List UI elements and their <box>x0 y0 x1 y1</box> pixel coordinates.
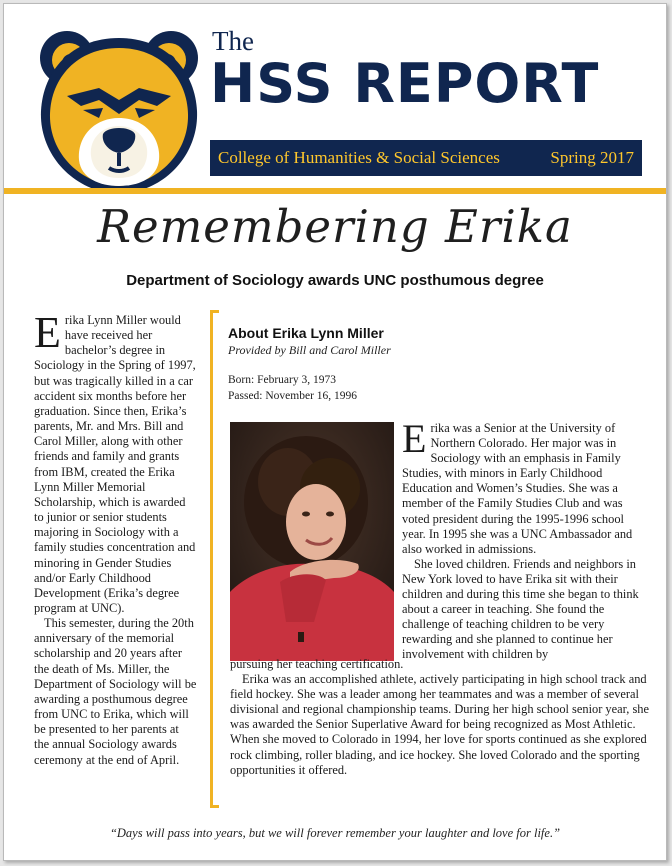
right-paragraph-1 <box>402 416 648 557</box>
bear-logo-icon <box>37 26 201 196</box>
masthead-title: HSS REPORT <box>210 52 600 115</box>
left-paragraph-2: This semester, during the 20th anniversary of the memorial scholarship and 20 years after the death of Ms. Miller, the Department of Sociology will be awarding a posthumous degree from UNC to Erika, which will be presented to her parents at the annual Sociology awards ceremony at the end of April. <box>34 616 197 767</box>
left-paragraph-1 <box>34 308 197 616</box>
masthead-banner <box>210 140 642 176</box>
drop-cap: E <box>34 308 61 357</box>
sidebar-bracket-bottom <box>210 805 219 808</box>
issue-season: Spring 2017 <box>550 148 634 167</box>
sidebar-bracket <box>210 310 213 808</box>
right-column <box>402 416 648 663</box>
born-date: Born: February 3, 1973 <box>228 374 336 386</box>
right-paragraph-3: Erika was an accomplished athlete, actively participating in high school track and field hockey. She was a leader among her teammates and was a member of several divisional and regional championship teams. During her high school senior year, she was awarded the Senior Superlative Award for being recognized as Most Athletic. When she moved to Colorado in 1994, her love for sports continued as she explored rock climbing, roller blading, and ice hockey. She loved Colorado and the sporting opportunities it offered. <box>230 672 649 777</box>
newsletter-page <box>3 3 667 861</box>
memorial-quote: “Days will pass into years, but we will forever remember your laughter and love for life.” <box>109 826 561 840</box>
college-name: College of Humanities & Social Sciences <box>218 148 500 167</box>
portrait-photo <box>230 422 394 661</box>
header-divider <box>4 188 666 194</box>
masthead-the: The <box>212 26 254 56</box>
passed-date: Passed: November 16, 1996 <box>228 389 358 402</box>
right-paragraph-2: She loved children. Friends and neighbors in New York loved to have Erika sit with their children and during this time she began to think about a career in teaching. She found the challenge of teaching children to be very rewarding and she planned to continue her involvement with children by <box>402 556 639 662</box>
right-paragraph-1-text: rika was a Senior at the University of Northern Colorado. Her major was in Sociology with an emphasis in Family Studies, with minors in Early Childhood Education and Women’s Studies. She was a member of the Family Studies Club and was voted president during the 1995-1996 school year. In 1995 she was a UNC Ambassador and also worked in admissions. <box>402 421 633 556</box>
drop-cap: E <box>402 416 427 461</box>
about-title: About Erika Lynn Miller <box>228 325 384 341</box>
sidebar-bracket-top <box>210 310 219 313</box>
right-paragraph-2-end: pursuing her teaching certification. <box>230 657 404 671</box>
left-paragraph-1-text: rika Lynn Miller would have received her bachelor’s degree in Sociology in the Spring of 1997, but was tragically killed in a car accident six months before her graduation. Since then, Erika’s parents, Mr. and Mrs. Bill and Carol Miller, along with other friends and family and grants from IBM, created the Erika Lynn Miller Memorial Scholarship, which is awarded to junior or senior students majoring in Sociology with a family studies concentration and minoring in Gender Studies and/or Early Childhood Development (Erika’s degree program at UNC). <box>34 313 196 615</box>
right-column-continued <box>230 657 654 778</box>
left-column <box>34 308 197 768</box>
article-subheadline: Department of Sociology awards UNC posthumous degree <box>126 272 544 289</box>
provided-by: Provided by Bill and Carol Miller <box>228 343 391 357</box>
article-headline: Remembering Erika <box>97 200 573 253</box>
life-dates <box>228 373 357 404</box>
